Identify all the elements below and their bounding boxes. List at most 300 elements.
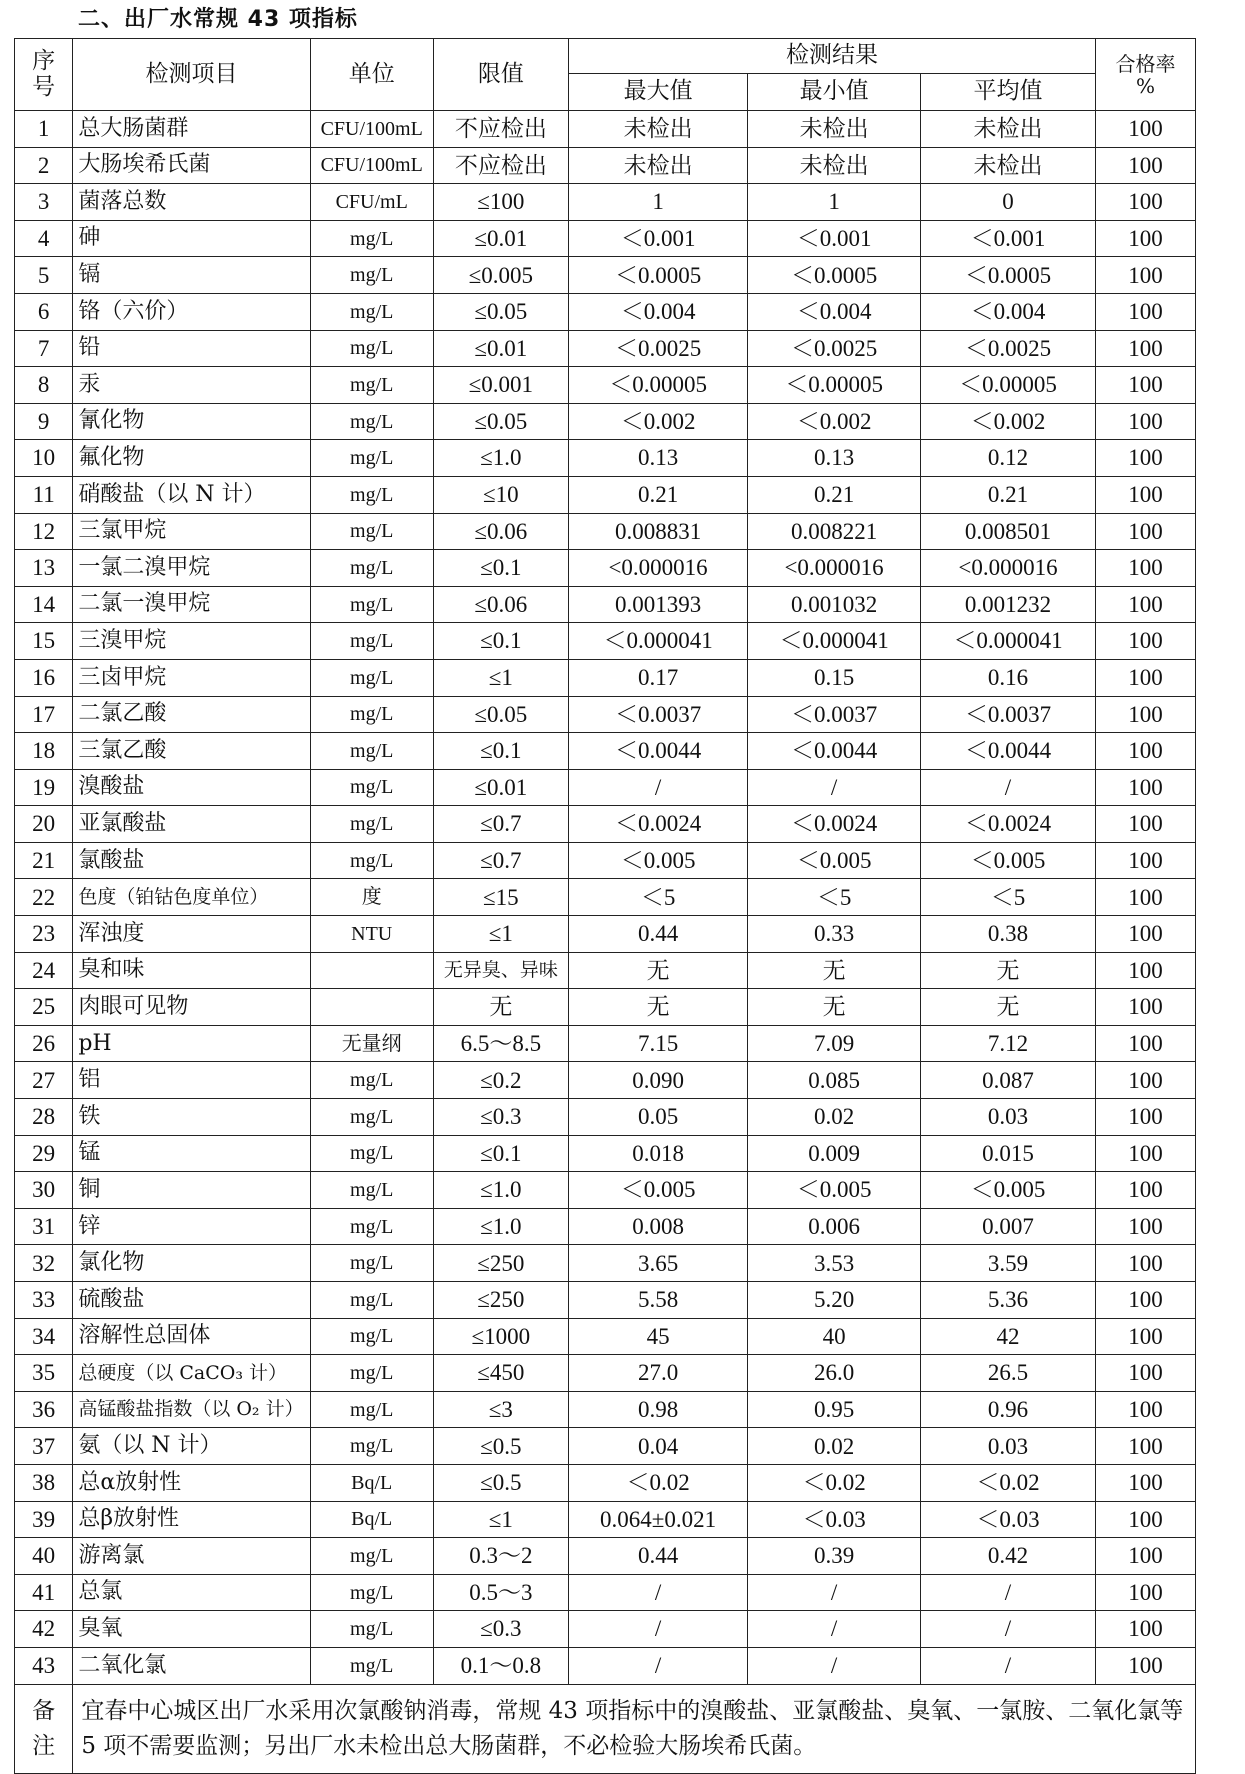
row-number: 10: [15, 440, 73, 477]
row-unit: Bq/L: [310, 1464, 433, 1501]
table-row: [15, 1099, 1196, 1136]
row-item: 游离氯: [73, 1538, 310, 1575]
row-limit: ≤0.01: [433, 330, 568, 367]
header-unit: 单位: [310, 39, 433, 111]
row-number: 31: [15, 1208, 73, 1245]
row-max: /: [569, 1574, 748, 1611]
row-unit: CFU/mL: [310, 184, 433, 221]
row-min: 0.001032: [748, 586, 921, 623]
table-row: [15, 367, 1196, 404]
row-min: 未检出: [748, 111, 921, 148]
row-item: 高锰酸盐指数（以 O₂ 计）: [73, 1391, 310, 1428]
row-number: 12: [15, 513, 73, 550]
row-min: ＜0.005: [748, 1172, 921, 1209]
row-number: 20: [15, 806, 73, 843]
row-max: 0.44: [569, 1538, 748, 1575]
table-row: [15, 440, 1196, 477]
row-pass-rate: 100: [1095, 1611, 1195, 1648]
row-avg: ＜0.03: [921, 1501, 1096, 1538]
row-item: 大肠埃希氏菌: [73, 147, 310, 184]
header-max: 最大值: [569, 74, 748, 111]
row-min: 7.09: [748, 1025, 921, 1062]
row-limit: 无异臭、异味: [433, 952, 568, 989]
row-pass-rate: 100: [1095, 952, 1195, 989]
row-number: 40: [15, 1538, 73, 1575]
row-unit: mg/L: [310, 367, 433, 404]
row-limit: ≤250: [433, 1282, 568, 1319]
row-pass-rate: 100: [1095, 1391, 1195, 1428]
row-number: 13: [15, 550, 73, 587]
row-pass-rate: 100: [1095, 220, 1195, 257]
row-limit: ≤0.5: [433, 1428, 568, 1465]
row-item: 铁: [73, 1099, 310, 1136]
row-pass-rate: 100: [1095, 586, 1195, 623]
row-item: 氯化物: [73, 1245, 310, 1282]
row-number: 14: [15, 586, 73, 623]
row-min: 0.006: [748, 1208, 921, 1245]
row-pass-rate: 100: [1095, 1282, 1195, 1319]
row-item: 溴酸盐: [73, 769, 310, 806]
row-max: 0.008831: [569, 513, 748, 550]
table-row: [15, 257, 1196, 294]
row-pass-rate: 100: [1095, 1647, 1195, 1684]
table-row: [15, 916, 1196, 953]
table-row: [15, 1318, 1196, 1355]
row-unit: mg/L: [310, 769, 433, 806]
row-pass-rate: 100: [1095, 842, 1195, 879]
row-number: 5: [15, 257, 73, 294]
row-max: /: [569, 1647, 748, 1684]
row-pass-rate: 100: [1095, 403, 1195, 440]
row-avg: 5.36: [921, 1282, 1096, 1319]
row-avg: 0.42: [921, 1538, 1096, 1575]
row-limit: ≤1: [433, 659, 568, 696]
row-number: 26: [15, 1025, 73, 1062]
row-min: 3.53: [748, 1245, 921, 1282]
row-pass-rate: 100: [1095, 440, 1195, 477]
table-row: [15, 147, 1196, 184]
row-limit: ≤0.06: [433, 513, 568, 550]
row-number: 6: [15, 293, 73, 330]
row-unit: mg/L: [310, 476, 433, 513]
row-max: ＜0.0025: [569, 330, 748, 367]
row-unit: 度: [310, 879, 433, 916]
row-max: 0.17: [569, 659, 748, 696]
row-min: /: [748, 1574, 921, 1611]
row-max: ＜0.0024: [569, 806, 748, 843]
row-limit: ≤15: [433, 879, 568, 916]
row-max: 0.98: [569, 1391, 748, 1428]
row-limit: ≤0.01: [433, 769, 568, 806]
table-row: [15, 879, 1196, 916]
row-avg: 7.12: [921, 1025, 1096, 1062]
table-row: [15, 659, 1196, 696]
row-min: 0.008221: [748, 513, 921, 550]
row-pass-rate: 100: [1095, 1208, 1195, 1245]
row-min: ＜0.03: [748, 1501, 921, 1538]
table-row: [15, 842, 1196, 879]
row-item: 锰: [73, 1135, 310, 1172]
row-pass-rate: 100: [1095, 733, 1195, 770]
row-item: 总α放射性: [73, 1464, 310, 1501]
row-number: 35: [15, 1355, 73, 1392]
row-number: 30: [15, 1172, 73, 1209]
row-item: 亚氯酸盐: [73, 806, 310, 843]
row-max: ＜5: [569, 879, 748, 916]
row-max: 无: [569, 989, 748, 1026]
row-pass-rate: 100: [1095, 476, 1195, 513]
table-row: [15, 1355, 1196, 1392]
row-unit: [310, 989, 433, 1026]
row-pass-rate: 100: [1095, 1245, 1195, 1282]
row-unit: mg/L: [310, 293, 433, 330]
row-unit: mg/L: [310, 586, 433, 623]
row-pass-rate: 100: [1095, 769, 1195, 806]
row-avg: 未检出: [921, 147, 1096, 184]
row-avg: ＜0.000041: [921, 623, 1096, 660]
row-unit: mg/L: [310, 440, 433, 477]
row-limit: ≤1: [433, 916, 568, 953]
row-pass-rate: 100: [1095, 147, 1195, 184]
row-max: 0.064±0.021: [569, 1501, 748, 1538]
row-unit: mg/L: [310, 1172, 433, 1209]
row-limit: 0.5～3: [433, 1574, 568, 1611]
row-min: /: [748, 769, 921, 806]
row-pass-rate: 100: [1095, 659, 1195, 696]
row-min: /: [748, 1611, 921, 1648]
row-limit: 不应检出: [433, 111, 568, 148]
row-item: 氨（以 N 计）: [73, 1428, 310, 1465]
row-item: 溶解性总固体: [73, 1318, 310, 1355]
row-min: ＜0.002: [748, 403, 921, 440]
row-unit: mg/L: [310, 330, 433, 367]
table-row: [15, 989, 1196, 1026]
row-min: 无: [748, 989, 921, 1026]
row-item: 臭和味: [73, 952, 310, 989]
row-pass-rate: 100: [1095, 623, 1195, 660]
row-avg: 26.5: [921, 1355, 1096, 1392]
header-pass-rate: 合格率 %: [1095, 39, 1195, 111]
row-max: ＜0.005: [569, 842, 748, 879]
row-avg: ＜5: [921, 879, 1096, 916]
row-max: 45: [569, 1318, 748, 1355]
row-number: 43: [15, 1647, 73, 1684]
table-row: [15, 1025, 1196, 1062]
row-max: ＜0.00005: [569, 367, 748, 404]
row-pass-rate: 100: [1095, 1099, 1195, 1136]
row-pass-rate: 100: [1095, 513, 1195, 550]
table-row: [15, 1538, 1196, 1575]
table-row: [15, 733, 1196, 770]
row-unit: mg/L: [310, 1647, 433, 1684]
row-limit: ≤0.1: [433, 733, 568, 770]
row-unit: mg/L: [310, 1208, 433, 1245]
row-avg: ＜0.0044: [921, 733, 1096, 770]
row-avg: ＜0.005: [921, 1172, 1096, 1209]
table-row: [15, 696, 1196, 733]
row-avg: 0.38: [921, 916, 1096, 953]
table-row: [15, 1501, 1196, 1538]
row-avg: 未检出: [921, 111, 1096, 148]
table-row: [15, 111, 1196, 148]
row-avg: ＜0.004: [921, 293, 1096, 330]
row-item: 一氯二溴甲烷: [73, 550, 310, 587]
note-text: 宜春中心城区出厂水采用次氯酸钠消毒，常规 43 项指标中的溴酸盐、亚氯酸盐、臭氧、一氯胺、二氧化氯等 5 项不需要监测；另出厂水未检出总大肠菌群，不必检验大肠埃希氏菌。: [73, 1684, 1196, 1773]
row-number: 37: [15, 1428, 73, 1465]
row-pass-rate: 100: [1095, 1318, 1195, 1355]
row-unit: mg/L: [310, 696, 433, 733]
row-pass-rate: 100: [1095, 1025, 1195, 1062]
row-limit: ≤0.3: [433, 1099, 568, 1136]
row-unit: [310, 952, 433, 989]
row-item: 三溴甲烷: [73, 623, 310, 660]
row-avg: /: [921, 1574, 1096, 1611]
header-seq: 序 号: [15, 39, 73, 111]
row-number: 21: [15, 842, 73, 879]
row-max: 0.001393: [569, 586, 748, 623]
row-unit: mg/L: [310, 1135, 433, 1172]
row-unit: mg/L: [310, 403, 433, 440]
row-number: 29: [15, 1135, 73, 1172]
row-item: 铜: [73, 1172, 310, 1209]
row-min: 26.0: [748, 1355, 921, 1392]
table-row: [15, 220, 1196, 257]
row-min: ＜0.001: [748, 220, 921, 257]
row-max: 0.008: [569, 1208, 748, 1245]
row-limit: 0.3～2: [433, 1538, 568, 1575]
row-unit: mg/L: [310, 1245, 433, 1282]
row-min: ＜0.004: [748, 293, 921, 330]
table-body: [15, 111, 1196, 1685]
row-unit: mg/L: [310, 550, 433, 587]
row-avg: ＜0.001: [921, 220, 1096, 257]
row-pass-rate: 100: [1095, 1464, 1195, 1501]
row-unit: mg/L: [310, 1611, 433, 1648]
table-row: [15, 476, 1196, 513]
row-max: ＜0.0037: [569, 696, 748, 733]
row-pass-rate: 100: [1095, 806, 1195, 843]
row-number: 33: [15, 1282, 73, 1319]
row-unit: NTU: [310, 916, 433, 953]
row-avg: /: [921, 1647, 1096, 1684]
row-item: 三氯乙酸: [73, 733, 310, 770]
row-unit: mg/L: [310, 623, 433, 660]
row-item: 锌: [73, 1208, 310, 1245]
table-row: [15, 1647, 1196, 1684]
row-number: 16: [15, 659, 73, 696]
row-pass-rate: 100: [1095, 1062, 1195, 1099]
table-row: [15, 1245, 1196, 1282]
row-avg: ＜0.005: [921, 842, 1096, 879]
row-avg: ＜0.0037: [921, 696, 1096, 733]
row-min: ＜0.0005: [748, 257, 921, 294]
row-number: 15: [15, 623, 73, 660]
section-title: 二、出厂水常规 43 项指标: [78, 7, 358, 32]
row-max: ＜0.002: [569, 403, 748, 440]
row-limit: 0.1～0.8: [433, 1647, 568, 1684]
row-number: 2: [15, 147, 73, 184]
table-row: [15, 184, 1196, 221]
row-min: 1: [748, 184, 921, 221]
row-item: 硝酸盐（以 N 计）: [73, 476, 310, 513]
row-min: ＜0.005: [748, 842, 921, 879]
table-row: [15, 1135, 1196, 1172]
row-min: 0.02: [748, 1428, 921, 1465]
row-min: 0.33: [748, 916, 921, 953]
row-max: ＜0.0044: [569, 733, 748, 770]
row-avg: ＜0.00005: [921, 367, 1096, 404]
row-avg: /: [921, 1611, 1096, 1648]
row-min: /: [748, 1647, 921, 1684]
row-number: 17: [15, 696, 73, 733]
table-row: [15, 952, 1196, 989]
row-avg: 0.16: [921, 659, 1096, 696]
row-unit: mg/L: [310, 1355, 433, 1392]
row-avg: 0.008501: [921, 513, 1096, 550]
row-avg: 无: [921, 989, 1096, 1026]
row-unit: mg/L: [310, 1282, 433, 1319]
row-limit: ≤250: [433, 1245, 568, 1282]
row-max: 未检出: [569, 147, 748, 184]
row-min: 0.009: [748, 1135, 921, 1172]
row-max: 0.13: [569, 440, 748, 477]
row-avg: 0.96: [921, 1391, 1096, 1428]
row-limit: ≤1.0: [433, 440, 568, 477]
row-limit: ≤0.1: [433, 1135, 568, 1172]
row-number: 32: [15, 1245, 73, 1282]
row-pass-rate: 100: [1095, 1428, 1195, 1465]
row-unit: 无量纲: [310, 1025, 433, 1062]
row-pass-rate: 100: [1095, 330, 1195, 367]
row-item: 总大肠菌群: [73, 111, 310, 148]
row-number: 25: [15, 989, 73, 1026]
water-quality-table: [14, 38, 1196, 1774]
row-limit: ≤0.001: [433, 367, 568, 404]
row-limit: ≤0.3: [433, 1611, 568, 1648]
row-limit: ≤1.0: [433, 1172, 568, 1209]
table-row: [15, 1208, 1196, 1245]
row-pass-rate: 100: [1095, 550, 1195, 587]
row-max: ＜0.004: [569, 293, 748, 330]
row-pass-rate: 100: [1095, 1135, 1195, 1172]
row-number: 38: [15, 1464, 73, 1501]
row-number: 19: [15, 769, 73, 806]
row-unit: Bq/L: [310, 1501, 433, 1538]
row-avg: ＜0.02: [921, 1464, 1096, 1501]
row-max: ＜0.02: [569, 1464, 748, 1501]
row-number: 11: [15, 476, 73, 513]
row-item: 汞: [73, 367, 310, 404]
row-number: 41: [15, 1574, 73, 1611]
row-unit: mg/L: [310, 659, 433, 696]
table-row: [15, 1574, 1196, 1611]
row-max: 无: [569, 952, 748, 989]
row-pass-rate: 100: [1095, 879, 1195, 916]
row-number: 8: [15, 367, 73, 404]
row-max: ＜0.001: [569, 220, 748, 257]
row-pass-rate: 100: [1095, 1355, 1195, 1392]
row-item: 臭氧: [73, 1611, 310, 1648]
table-row: [15, 1391, 1196, 1428]
row-min: 0.21: [748, 476, 921, 513]
row-limit: ≤0.05: [433, 696, 568, 733]
row-number: 23: [15, 916, 73, 953]
row-max: 0.05: [569, 1099, 748, 1136]
row-min: 5.20: [748, 1282, 921, 1319]
row-avg: 0.087: [921, 1062, 1096, 1099]
row-number: 28: [15, 1099, 73, 1136]
row-min: 未检出: [748, 147, 921, 184]
row-min: 40: [748, 1318, 921, 1355]
row-avg: 0.001232: [921, 586, 1096, 623]
table-row: [15, 293, 1196, 330]
row-unit: CFU/100mL: [310, 111, 433, 148]
row-avg: 3.59: [921, 1245, 1096, 1282]
row-unit: mg/L: [310, 842, 433, 879]
row-avg: 0.03: [921, 1099, 1096, 1136]
table-row: [15, 1464, 1196, 1501]
row-min: 0.15: [748, 659, 921, 696]
table-row: [15, 1611, 1196, 1648]
row-item: pH: [73, 1025, 310, 1062]
row-min: ＜0.00005: [748, 367, 921, 404]
row-limit: 不应检出: [433, 147, 568, 184]
row-number: 34: [15, 1318, 73, 1355]
row-avg: ＜0.0024: [921, 806, 1096, 843]
table-row: [15, 586, 1196, 623]
row-limit: ≤1000: [433, 1318, 568, 1355]
row-number: 27: [15, 1062, 73, 1099]
row-number: 9: [15, 403, 73, 440]
row-pass-rate: 100: [1095, 184, 1195, 221]
row-item: 二氯乙酸: [73, 696, 310, 733]
row-min: 0.39: [748, 1538, 921, 1575]
row-avg: 0.015: [921, 1135, 1096, 1172]
row-avg: 无: [921, 952, 1096, 989]
row-unit: mg/L: [310, 1062, 433, 1099]
table-row: [15, 1428, 1196, 1465]
row-item: 硫酸盐: [73, 1282, 310, 1319]
row-item: 二氯一溴甲烷: [73, 586, 310, 623]
row-unit: mg/L: [310, 806, 433, 843]
row-avg: ＜0.002: [921, 403, 1096, 440]
note-label: 备 注: [15, 1684, 73, 1773]
row-min: 0.085: [748, 1062, 921, 1099]
row-pass-rate: 100: [1095, 111, 1195, 148]
row-max: 27.0: [569, 1355, 748, 1392]
row-pass-rate: 100: [1095, 367, 1195, 404]
row-limit: ≤0.05: [433, 293, 568, 330]
row-min: ＜0.0025: [748, 330, 921, 367]
row-item: 镉: [73, 257, 310, 294]
row-unit: mg/L: [310, 1318, 433, 1355]
row-item: 氰化物: [73, 403, 310, 440]
row-avg: 0.03: [921, 1428, 1096, 1465]
row-unit: mg/L: [310, 1428, 433, 1465]
row-avg: ＜0.0005: [921, 257, 1096, 294]
row-pass-rate: 100: [1095, 257, 1195, 294]
row-avg: <0.000016: [921, 550, 1096, 587]
header-item: 检测项目: [73, 39, 310, 111]
row-max: 0.090: [569, 1062, 748, 1099]
row-pass-rate: 100: [1095, 293, 1195, 330]
row-min: 0.13: [748, 440, 921, 477]
row-item: 铬（六价）: [73, 293, 310, 330]
row-limit: ≤0.7: [433, 842, 568, 879]
row-number: 3: [15, 184, 73, 221]
table-row: [15, 806, 1196, 843]
table-row: [15, 513, 1196, 550]
